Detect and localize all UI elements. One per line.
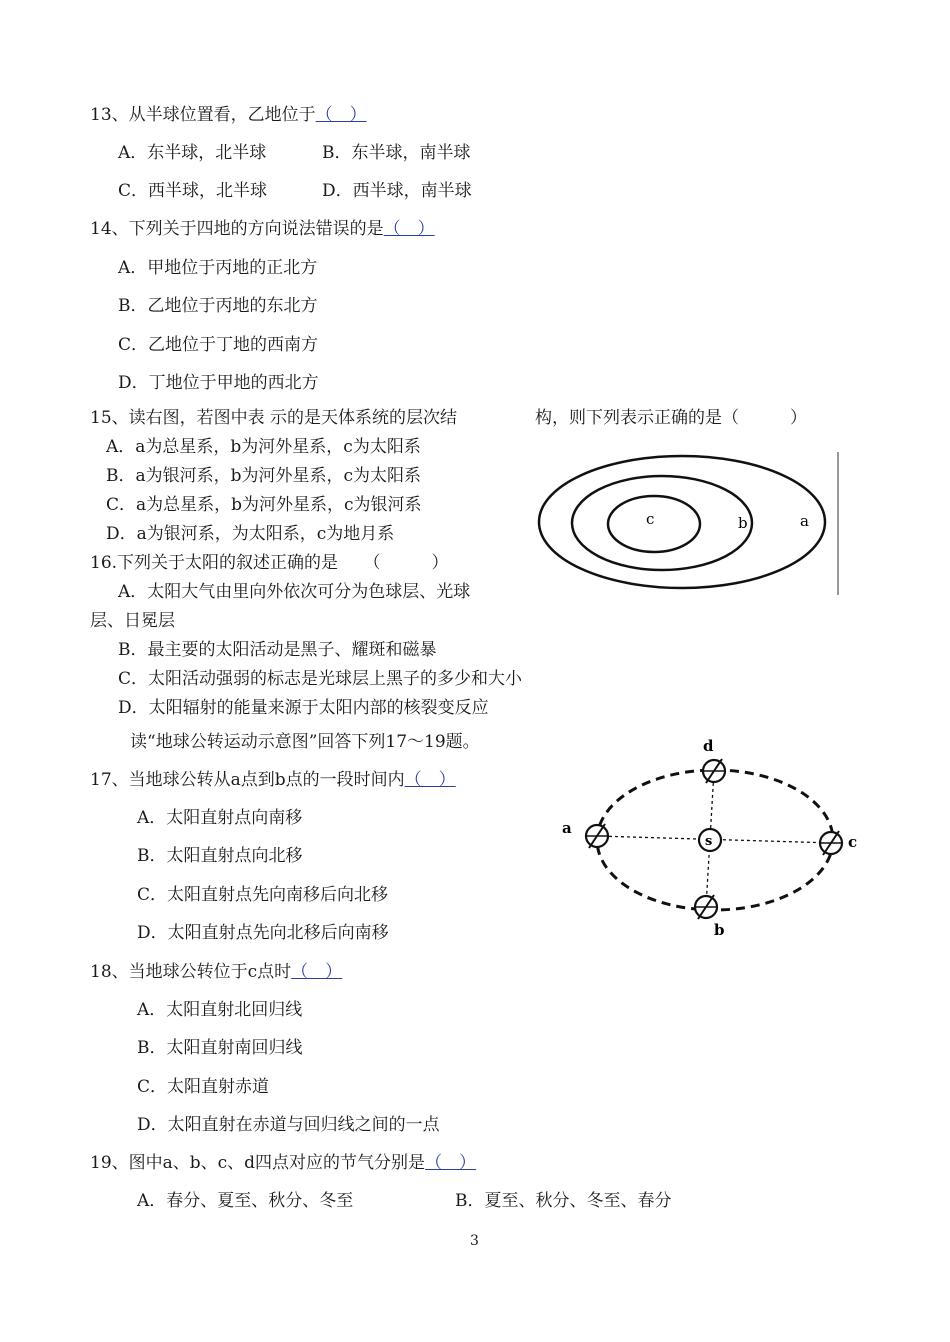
q13-stem-line (90, 104, 367, 126)
q16-option-c: C．太阳活动强弱的标志是光球层上黑子的多少和大小 (118, 669, 523, 689)
q15-stem-left: 15、读右图，若图中表 示的是天体系统的层次结 (90, 408, 458, 428)
earth-orbit-diagram (550, 735, 870, 940)
q15-option-a: A．a为总星系，b为河外星系，c为太阳系 (106, 437, 421, 457)
q14-option-a: A．甲地位于丙地的正北方 (118, 258, 318, 278)
q13-option-b: B．东半球，南半球 (322, 143, 471, 163)
q17-stem: 17、当地球公转从a点到b点的一段时间内 (90, 770, 405, 790)
q15-option-d: D．a为银河系，为太阳系，c为地月系 (106, 524, 395, 544)
earth-c-icon (820, 831, 842, 855)
q13-stem: 13、从半球位置看，乙地位于 (90, 105, 316, 125)
q17-option-b: B．太阳直射点向北移 (137, 846, 303, 866)
q19-stem: 19、图中a、b、c、d四点对应的节气分别是 (90, 1153, 426, 1173)
earth-d-icon (703, 759, 725, 783)
q17-option-c: C．太阳直射点先向南移后向北移 (137, 885, 389, 905)
q13-option-d: D．西半球，南半球 (322, 181, 472, 201)
label-c: c (848, 833, 858, 851)
q18-option-b: B．太阳直射南回归线 (137, 1038, 303, 1058)
q18-option-c: C．太阳直射赤道 (137, 1077, 270, 1097)
q17-option-d: D．太阳直射点先向北移后向南移 (137, 923, 389, 943)
ellipse-b (572, 476, 752, 570)
q18-option-d: D．太阳直射在赤道与回归线之间的一点 (137, 1115, 440, 1135)
q16-stem: 16.下列关于太阳的叙述正确的是 （ ） (90, 553, 449, 573)
q15-stem-right: 构，则下列表示正确的是（ ） (535, 408, 807, 428)
q16-option-a-line1: A．太阳大气由里向外依次可分为色球层、光球 (118, 582, 471, 602)
earth-b-icon (695, 895, 717, 919)
q16-option-b: B．最主要的太阳活动是黑子、耀斑和磁暴 (118, 640, 437, 660)
q16-option-a-line2: 层、日冕层 (90, 611, 175, 631)
label-a: a (562, 819, 572, 837)
page-number: 3 (470, 1233, 479, 1249)
celestial-system-diagram (530, 450, 850, 600)
label-c: c (646, 510, 655, 528)
q18-option-a: A．太阳直射北回归线 (137, 1000, 303, 1020)
q19-answer-blank[interactable]: （ ） (425, 1153, 477, 1173)
earth-a-icon (586, 824, 608, 848)
q18-stem: 18、当地球公转位于c点时 (90, 962, 292, 982)
q14-stem: 14、下列关于四地的方向说法错误的是 (90, 219, 384, 239)
q14-option-b: B．乙地位于丙地的东北方 (118, 296, 318, 316)
q19-option-a: A．春分、夏至、秋分、冬至 (137, 1191, 354, 1211)
q18-stem-line (90, 961, 342, 983)
q13-option-c: C．西半球，北半球 (118, 181, 268, 201)
q14-option-c: C．乙地位于丁地的西南方 (118, 335, 319, 355)
q17-option-a: A．太阳直射点向南移 (137, 808, 303, 828)
q14-stem-line (90, 218, 435, 240)
q13-answer-blank[interactable]: （ ） (315, 105, 367, 125)
label-b: b (738, 514, 748, 532)
q18-answer-blank[interactable]: （ ） (291, 962, 343, 982)
label-a: a (800, 512, 809, 530)
q14-option-d: D．丁地位于甲地的西北方 (118, 373, 319, 393)
q15-option-c: C．a为总星系，b为河外星系，c为银河系 (106, 495, 422, 515)
intro-17-19: 读“地球公转运动示意图”回答下列17～19题。 (130, 732, 480, 752)
q19-stem-line (90, 1152, 476, 1174)
q16-option-d: D．太阳辐射的能量来源于太阳内部的核裂变反应 (118, 698, 489, 718)
label-s: s (705, 834, 713, 849)
q19-option-b: B．夏至、秋分、冬至、春分 (455, 1191, 672, 1211)
label-d: d (703, 737, 714, 755)
q15-option-b: B．a为银河系，b为河外星系，c为太阳系 (106, 466, 422, 486)
q14-answer-blank[interactable]: （ ） (383, 219, 435, 239)
label-b: b (714, 921, 725, 939)
q13-option-a: A．东半球，北半球 (118, 143, 267, 163)
q17-stem-line (90, 769, 456, 791)
q17-answer-blank[interactable]: （ ） (404, 770, 456, 790)
